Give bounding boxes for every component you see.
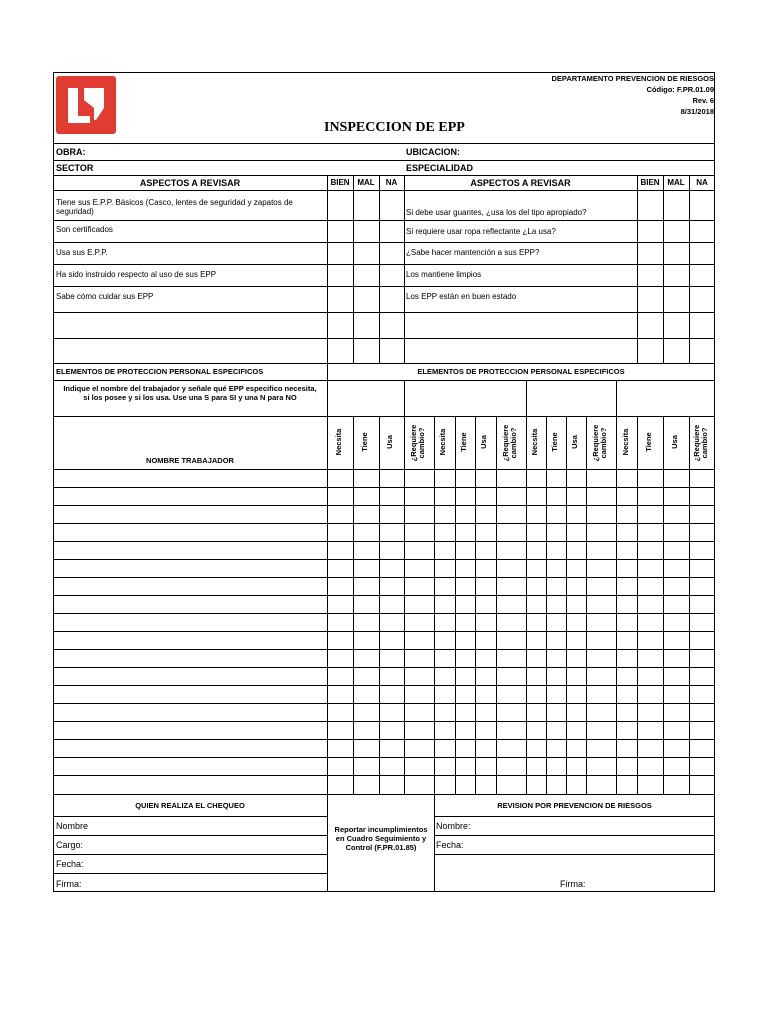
col-na-right: NA	[696, 178, 708, 187]
aspects-header-left: ASPECTOS A REVISAR	[139, 178, 241, 188]
instruction-text: Indique el nombre del trabajador y señale qué EPP especifico necesita, si los posee y si los usa. Use una S para SI y una N para NO	[63, 384, 317, 402]
col-mal-right: MAL	[667, 178, 685, 187]
col-requiere-2: ¿Requiere cambio?	[501, 424, 518, 462]
code-label: Código: F.PR.01.09	[646, 85, 714, 94]
checker-firma-label: Firma:	[56, 879, 82, 889]
col-na-left: NA	[385, 178, 398, 187]
review-firma-label: Firma:	[560, 879, 586, 889]
col-requiere-4: ¿Requiere cambio?	[692, 424, 709, 462]
col-tiene-4: Tiene	[644, 432, 653, 452]
review-title: REVISION POR PREVENCION DE RIESGOS	[497, 801, 652, 810]
col-usa-2: Usa	[479, 435, 488, 449]
aspect-right-1: Si debe usar guantes, ¿usa los del tipo apropiado?	[406, 208, 587, 217]
col-requiere-1: ¿Requiere cambio?	[409, 424, 426, 462]
name-header: NOMBRE TRABAJADOR	[146, 456, 234, 465]
sector-label: SECTOR	[56, 163, 94, 173]
col-tiene-1: Tiene	[360, 432, 369, 452]
report-note: Reportar incumplimientos en Cuadro Seguimiento y Control (F.PR.01.85)	[334, 825, 428, 852]
col-tiene-3: Tiene	[550, 432, 559, 452]
col-bien-right: BIEN	[640, 178, 660, 187]
aspect-right-2: Si requiere usar ropa reflectante ¿La usa?	[406, 227, 556, 236]
review-nombre-label: Nombre:	[436, 821, 471, 831]
col-tiene-2: Tiene	[459, 432, 468, 452]
revision-label: Rev. 6	[692, 96, 714, 105]
aspect-right-4: Los mantiene limpios	[406, 270, 482, 279]
col-necesita-3: Necsita	[530, 428, 539, 456]
aspect-left-4: Ha sido instruido respecto al uso de sus EPP	[56, 270, 217, 279]
aspects-header-right: ASPECTOS A REVISAR	[470, 178, 571, 188]
ubicacion-label: UBICACION:	[406, 147, 460, 157]
col-usa-1: Usa	[385, 435, 394, 449]
col-bien-left: BIEN	[330, 178, 350, 187]
col-necesita-1: Necsita	[334, 428, 343, 456]
aspect-left-1: Tiene sus E.P.P. Básicos (Casco, lentes de seguridad y zapatos de seguridad)	[56, 198, 293, 216]
specific-title-left: ELEMENTOS DE PROTECCION PERSONAL ESPECIFICOS	[56, 367, 264, 376]
date-label: 8/31/2018	[680, 107, 714, 116]
obra-label: OBRA:	[56, 147, 86, 157]
company-logo	[56, 76, 116, 134]
specific-title-right: ELEMENTOS DE PROTECCION PERSONAL ESPECIFICOS	[417, 367, 625, 376]
checker-cargo-label: Cargo:	[56, 840, 84, 850]
aspect-right-5: Los EPP están en buen estado	[406, 292, 517, 301]
review-fecha-label: Fecha:	[436, 840, 464, 850]
col-mal-left: MAL	[357, 178, 375, 187]
aspect-right-3: ¿Sabe hacer mantención a sus EPP?	[406, 248, 540, 257]
col-usa-3: Usa	[570, 435, 579, 449]
aspect-left-5: Sabe cómo cuidar sus EPP	[56, 292, 154, 301]
checker-title: QUIEN REALIZA EL CHEQUEO	[135, 801, 245, 810]
col-requiere-3: ¿Requiere cambio?	[591, 424, 608, 462]
aspect-left-2: Son certificados	[56, 225, 113, 234]
col-necesita-4: Necsita	[621, 428, 630, 456]
department-label: DEPARTAMENTO PREVENCION DE RIESGOS	[551, 74, 714, 83]
especialidad-label: ESPECIALIDAD	[406, 163, 474, 173]
col-usa-4: Usa	[670, 435, 679, 449]
checker-nombre-label: Nombre	[56, 821, 89, 831]
aspect-left-3: Usa sus E.P.P.	[56, 248, 108, 257]
checker-fecha-label: Fecha:	[56, 859, 84, 869]
col-necesita-2: Necsita	[438, 428, 447, 456]
page-title: INSPECCION DE EPP	[324, 120, 465, 135]
